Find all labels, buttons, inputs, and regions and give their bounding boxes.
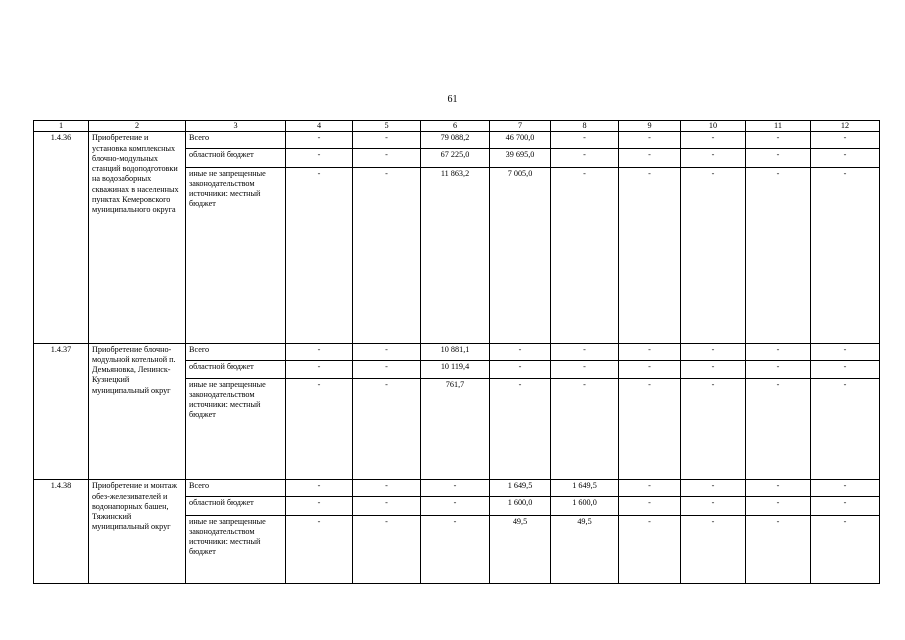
value-cell: - [353,343,421,360]
value-cell: 761,7 [421,378,490,480]
item-name: Приобретение и монтаж обез-железивателей и водонапорных башен, Тяжинский муниципальный округ [89,480,186,584]
value-cell: 39 695,0 [490,149,551,167]
item-code: 1.4.37 [34,343,89,480]
value-cell: - [421,497,490,515]
value-cell: 11 863,2 [421,167,490,343]
value-cell: - [619,480,681,497]
value-cell: - [551,149,619,167]
value-cell: - [811,378,880,480]
value-cell: - [619,167,681,343]
value-cell: - [286,378,353,480]
item-code: 1.4.36 [34,132,89,343]
header-row [34,121,880,132]
item-name: Приобретение блочно-модульной котельной п. Демьяновка, Ленинск-Кузнецкий муниципальный округ [89,343,186,480]
page-number: 61 [447,94,458,105]
source-other: иные не запрещенные законодательством источники: местный бюджет [186,515,286,584]
value-cell: 1 600,0 [490,497,551,515]
value-cell: - [551,360,619,378]
source-other: иные не запрещенные законодательством источники: местный бюджет [186,167,286,343]
value-cell: - [811,132,880,149]
value-cell: - [811,167,880,343]
value-cell: - [286,167,353,343]
item-name: Приобретение и установка комплексных блочно-модульных станций водоподготовки на водозаборных скважинах в населенных пунктах Кемеровского муниципального округа [89,132,186,343]
value-cell: - [619,149,681,167]
header-cell: 6 [421,121,490,132]
value-cell: - [811,515,880,584]
value-cell: 7 005,0 [490,167,551,343]
source-total: Всего [186,480,286,497]
table-row [34,132,880,149]
value-cell: - [353,378,421,480]
value-cell: - [490,360,551,378]
header-cell: 12 [811,121,880,132]
header-cell: 11 [746,121,811,132]
value-cell: - [353,480,421,497]
value-cell: 46 700,0 [490,132,551,149]
header-cell: 4 [286,121,353,132]
value-cell: - [421,480,490,497]
header-cell: 7 [490,121,551,132]
value-cell: - [286,515,353,584]
value-cell: 67 225,0 [421,149,490,167]
value-cell: - [681,480,746,497]
table-row [34,480,880,497]
value-cell: - [746,132,811,149]
value-cell: - [551,132,619,149]
value-cell: - [681,515,746,584]
value-cell: - [286,360,353,378]
value-cell: 49,5 [551,515,619,584]
value-cell: - [619,343,681,360]
header-cell: 5 [353,121,421,132]
value-cell: - [681,343,746,360]
source-total: Всего [186,343,286,360]
value-cell: - [681,132,746,149]
value-cell: - [551,378,619,480]
value-cell: - [490,343,551,360]
value-cell: - [746,515,811,584]
header-cell: 1 [34,121,89,132]
value-cell: - [681,378,746,480]
source-regional: областной бюджет [186,497,286,515]
value-cell: - [286,149,353,167]
value-cell: - [746,360,811,378]
source-other: иные не запрещенные законодательством источники: местный бюджет [186,378,286,480]
value-cell: - [746,343,811,360]
value-cell: - [619,360,681,378]
value-cell: - [811,149,880,167]
value-cell: - [286,132,353,149]
value-cell: - [353,360,421,378]
header-cell: 10 [681,121,746,132]
header-cell: 8 [551,121,619,132]
value-cell: - [811,497,880,515]
value-cell: - [551,343,619,360]
value-cell: 1 600,0 [551,497,619,515]
value-cell: 1 649,5 [551,480,619,497]
header-cell: 3 [186,121,286,132]
value-cell: - [619,497,681,515]
value-cell: - [421,515,490,584]
value-cell: - [811,480,880,497]
value-cell: 10 881,1 [421,343,490,360]
value-cell: - [619,378,681,480]
value-cell: 1 649,5 [490,480,551,497]
value-cell: - [746,378,811,480]
value-cell: - [811,360,880,378]
source-total: Всего [186,132,286,149]
budget-table [33,120,880,584]
item-code: 1.4.38 [34,480,89,584]
value-cell: - [353,167,421,343]
value-cell: - [353,132,421,149]
value-cell: - [746,167,811,343]
value-cell: - [681,497,746,515]
value-cell: - [746,497,811,515]
header-cell: 9 [619,121,681,132]
value-cell: - [286,343,353,360]
value-cell: - [619,515,681,584]
value-cell: - [353,497,421,515]
value-cell: 49,5 [490,515,551,584]
value-cell: - [286,497,353,515]
value-cell: 79 088,2 [421,132,490,149]
value-cell: - [811,343,880,360]
value-cell: - [619,132,681,149]
header-cell: 2 [89,121,186,132]
value-cell: - [286,480,353,497]
value-cell: - [746,149,811,167]
source-regional: областной бюджет [186,149,286,167]
value-cell: - [353,515,421,584]
value-cell: - [681,149,746,167]
table-row [34,343,880,360]
value-cell: - [551,167,619,343]
value-cell: - [746,480,811,497]
value-cell: - [490,378,551,480]
value-cell: - [681,360,746,378]
source-regional: областной бюджет [186,360,286,378]
value-cell: 10 119,4 [421,360,490,378]
value-cell: - [681,167,746,343]
value-cell: - [353,149,421,167]
